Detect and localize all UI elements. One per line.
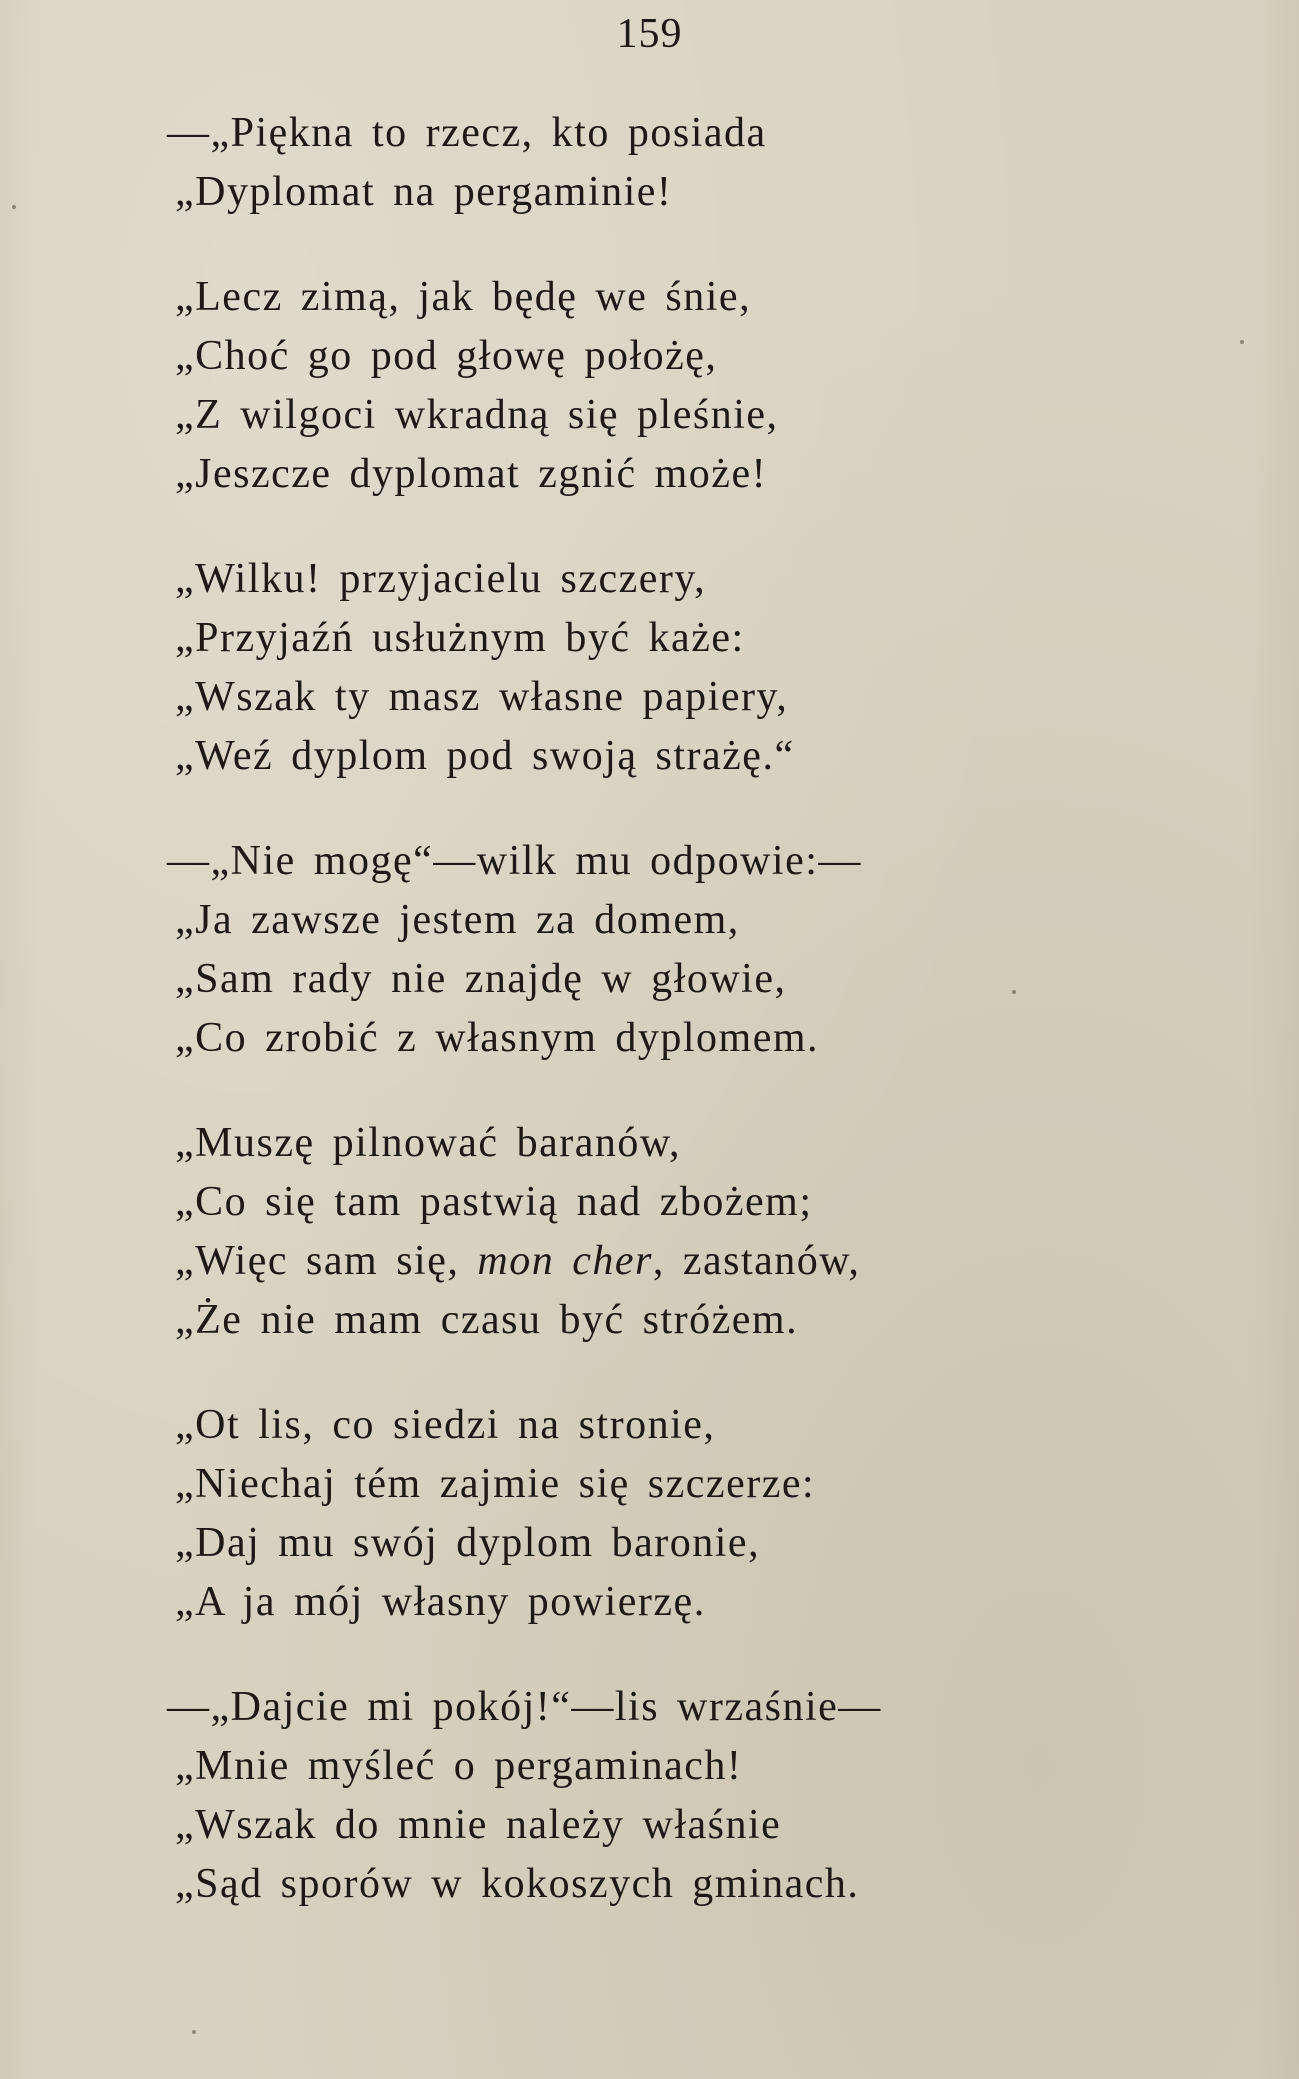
poem-line: „Ot lis, co siedzi na stronie,	[175, 1402, 716, 1448]
page-number: 159	[616, 11, 683, 57]
poem-line: „Wszak do mnie należy właśnie	[175, 1802, 782, 1848]
stanza-7	[167, 1678, 1235, 1914]
poem	[167, 104, 1235, 1914]
italic-phrase: mon cher	[477, 1238, 653, 1284]
poem-line: „Dyplomat na pergaminie!	[175, 169, 673, 215]
stanza-3	[175, 550, 1235, 786]
poem-line: „Daj mu swój dyplom baronie,	[175, 1520, 761, 1566]
poem-line-with-italic	[175, 1232, 1235, 1291]
stanza-6	[175, 1396, 1235, 1632]
poem-line: —„Nie mogę“—wilk mu odpowie:—	[167, 838, 862, 884]
poem-line: „Choć go pod głowę położę,	[175, 333, 718, 379]
stanza-1	[167, 104, 1235, 222]
poem-line: —„Dajcie mi pokój!“—lis wrzaśnie—	[167, 1684, 882, 1730]
poem-line: „Mnie myśleć o pergaminach!	[175, 1743, 743, 1789]
stanza-2	[175, 268, 1235, 504]
poem-line: „Weź dyplom pod swoją strażę.“	[175, 733, 795, 779]
line-text-before: „Więc sam się,	[175, 1238, 478, 1284]
poem-line: „Że nie mam czasu być stróżem.	[175, 1297, 799, 1343]
paper-speck	[1012, 990, 1016, 994]
poem-line: „Sam rady nie znajdę w głowie,	[175, 956, 787, 1002]
paper-speck	[1240, 340, 1244, 344]
poem-line: „Muszę pilnować baranów,	[175, 1120, 681, 1166]
poem-line: „A ja mój własny powierzę.	[175, 1579, 706, 1625]
poem-line: „Ja zawsze jestem za domem,	[175, 897, 740, 943]
poem-line: „Wilku! przyjacielu szczery,	[175, 556, 707, 602]
paper-speck	[12, 205, 16, 209]
poem-line: „Z wilgoci wkradną się pleśnie,	[175, 392, 779, 438]
poem-line: „Lecz zimą, jak będę we śnie,	[175, 274, 752, 320]
stanza-4	[167, 832, 1235, 1068]
paper-speck	[192, 2030, 196, 2034]
poem-line: „Sąd sporów w kokoszych gminach.	[175, 1861, 860, 1907]
poem-line: „Niechaj tém zajmie się szczerze:	[175, 1461, 816, 1507]
poem-line: „Co się tam pastwią nad zbożem;	[175, 1179, 813, 1225]
poem-line: „Co zrobić z własnym dyplomem.	[175, 1015, 820, 1061]
poem-line: „Jeszcze dyplomat zgnić może!	[175, 451, 768, 497]
poem-line: „Przyjaźń usłużnym być każe:	[175, 615, 745, 661]
poem-line: „Wszak ty masz własne papiery,	[175, 674, 789, 720]
stanza-5	[175, 1114, 1235, 1350]
line-text-after: , zastanów,	[652, 1238, 861, 1284]
poem-line: —„Piękna to rzecz, kto posiada	[167, 110, 767, 156]
